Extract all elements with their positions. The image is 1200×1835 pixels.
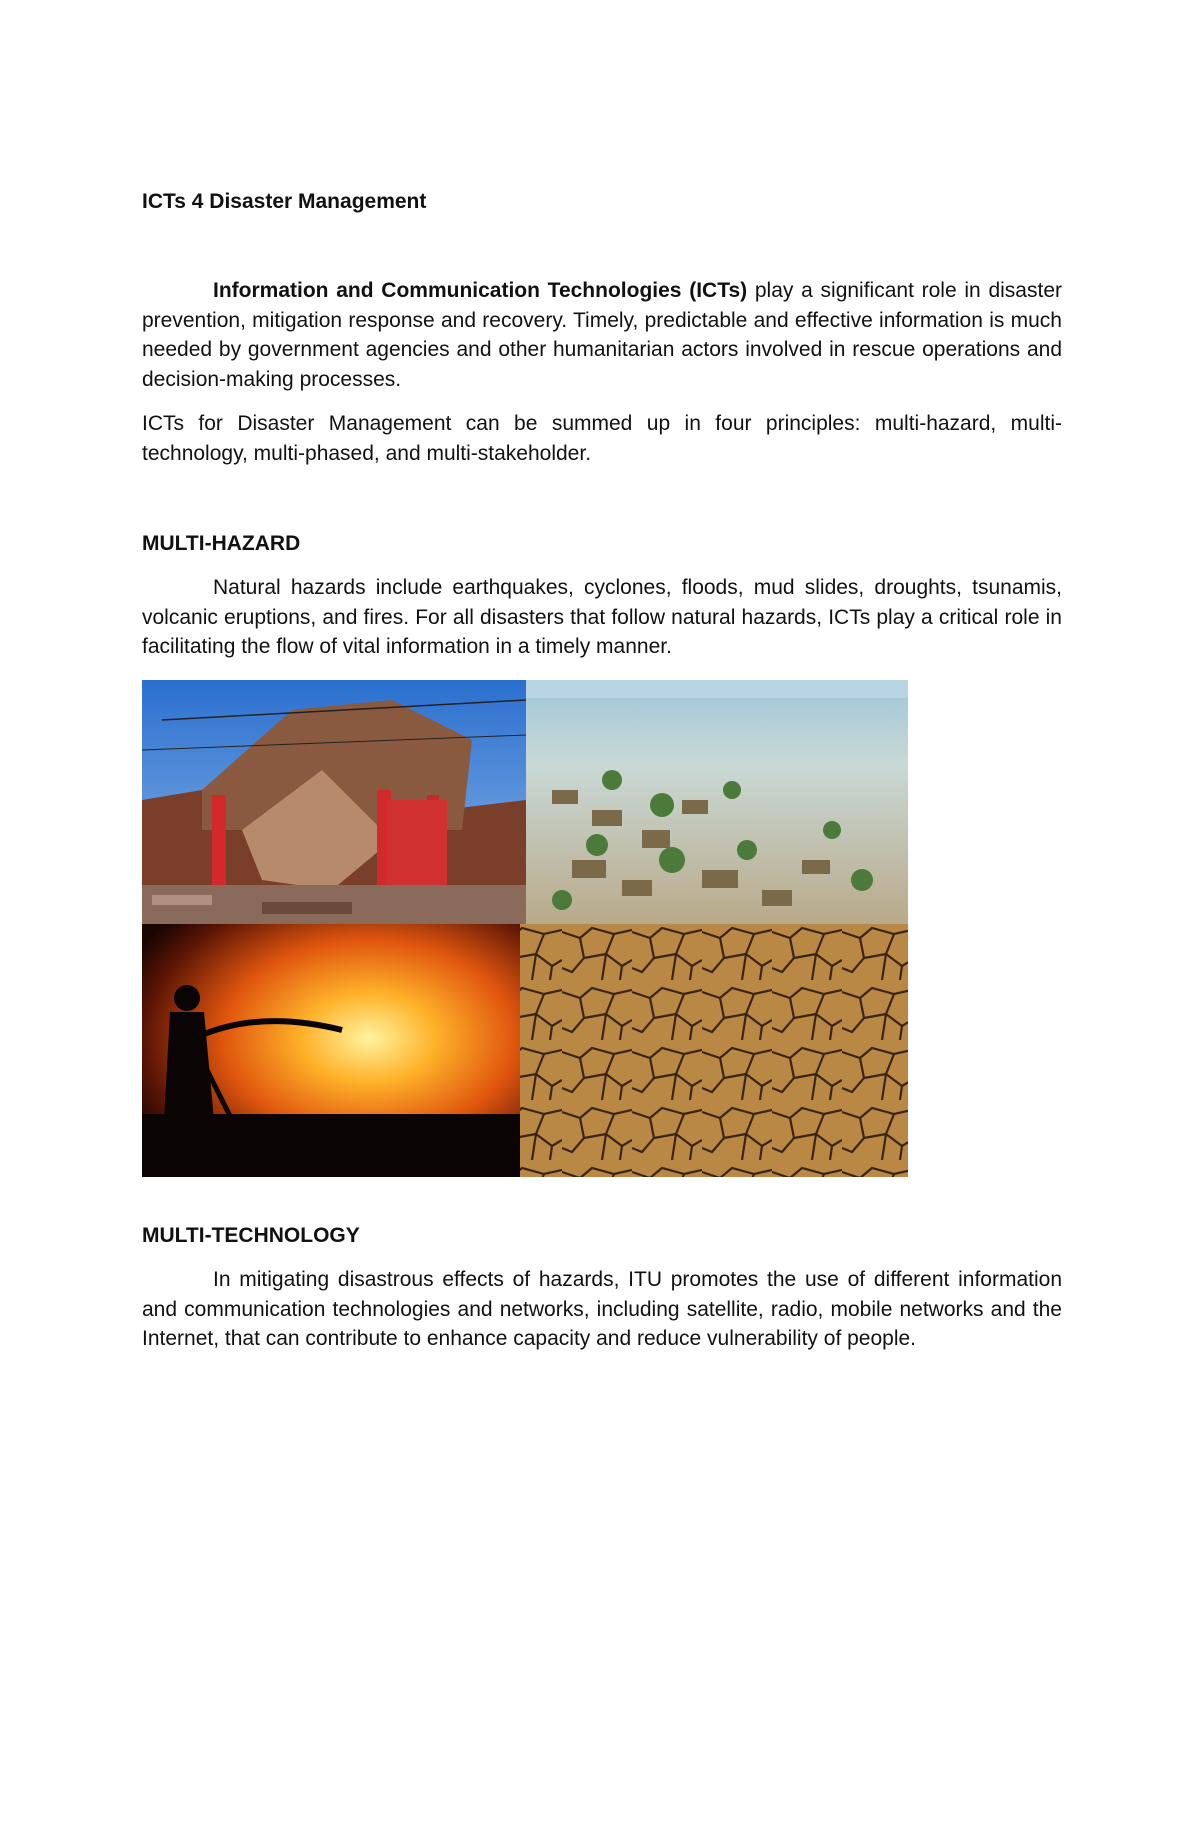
intro-bold-lead: Information and Communication Technologies (ICTs) — [213, 279, 748, 302]
earthquake-photo — [142, 680, 526, 924]
drought-photo — [520, 924, 908, 1177]
hazard-photo-collage — [142, 680, 908, 1177]
document-title: ICTs 4 Disaster Management — [142, 190, 427, 213]
principles-paragraph: ICTs for Disaster Management can be summed up in four principles: multi-hazard, multi-technology, multi-phased, and multi-stakeholder. — [142, 412, 1062, 465]
flood-photo — [526, 680, 908, 924]
intro-paragraph — [142, 276, 1062, 394]
fire-photo — [142, 924, 520, 1177]
multi-hazard-heading: MULTI-HAZARD — [142, 532, 301, 555]
multi-technology-paragraph: In mitigating disastrous effects of hazards, ITU promotes the use of different information and communication technologies and networks, including satellite, radio, mobile networks and the Internet, that can contribute to enhance capacity and reduce vulnerability of people. — [142, 1268, 1062, 1350]
multi-hazard-paragraph: Natural hazards include earthquakes, cyclones, floods, mud slides, droughts, tsunamis, volcanic eruptions, and fires. For all disasters that follow natural hazards, ICTs play a critical role in facilitating the flow of vital information in a timely manner. — [142, 576, 1062, 658]
intro-text: play a significant role in disaster prevention, mitigation response and recovery. Timely, predictable and effective information is much needed by government agencies and other humanitarian actors involved in rescue operations and decision-making processes. — [142, 279, 1062, 391]
multi-technology-heading: MULTI-TECHNOLOGY — [142, 1224, 360, 1247]
